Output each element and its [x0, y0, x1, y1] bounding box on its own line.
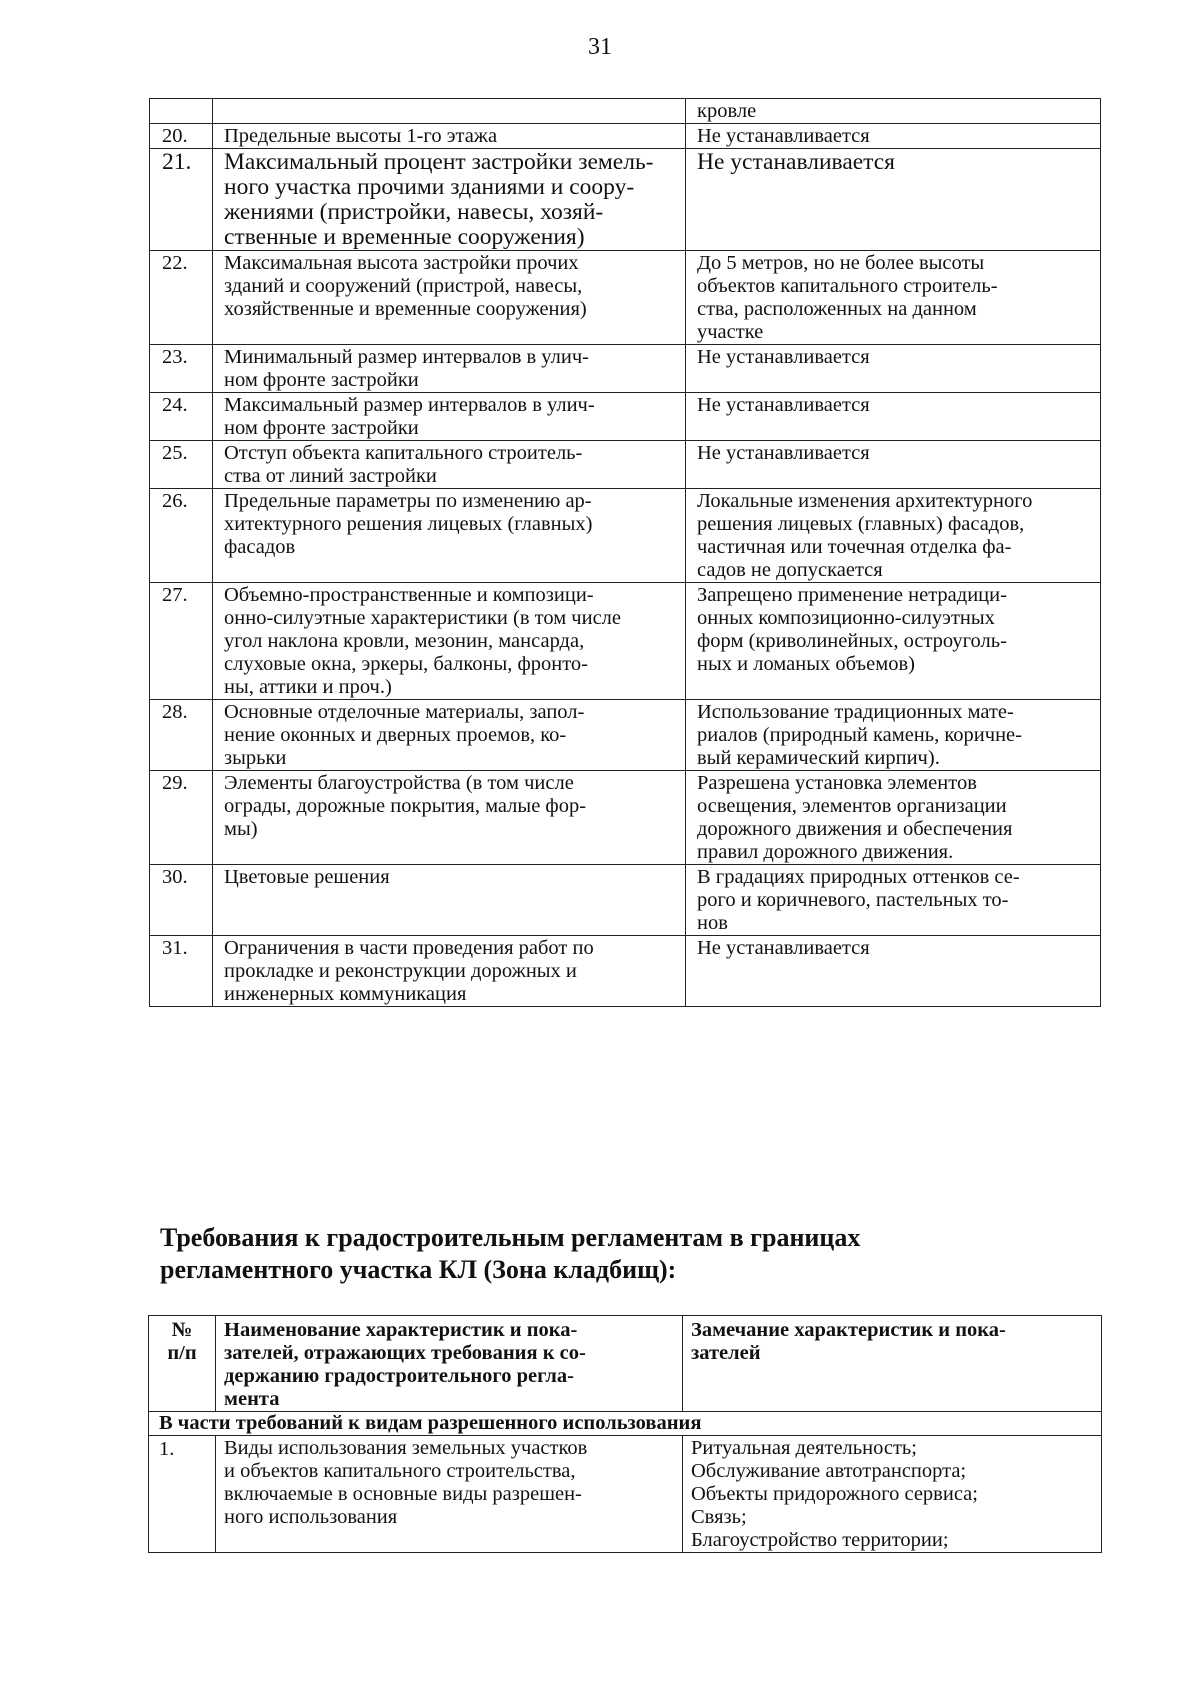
row-value-cell	[686, 345, 1101, 393]
row-name-line: Ограничения в части проведения работ по	[224, 937, 594, 959]
row-value-cell	[686, 149, 1101, 251]
row-value-line: Обслуживание автотранспорта;	[691, 1460, 967, 1482]
row-num-cell: 22.	[150, 251, 213, 345]
row-value-cell	[686, 124, 1101, 149]
row-name-line: ственные и временные сооружения)	[224, 224, 585, 250]
row-value-line: Не устанавливается	[697, 125, 870, 147]
row-value-cell	[686, 771, 1101, 865]
row-value-line: дорожного движения и обеспечения	[697, 818, 1013, 840]
row-value-line: садов не допускается	[697, 559, 883, 581]
row-num-cell: 27.	[150, 583, 213, 700]
row-value-line: Не устанавливается	[697, 442, 870, 464]
row-value-cell	[683, 1436, 1102, 1553]
table-row	[149, 1436, 1102, 1553]
row-name-line: ного использования	[224, 1506, 398, 1528]
row-name-line: зданий и сооружений (пристрой, навесы,	[224, 275, 583, 297]
table-row	[150, 441, 1101, 489]
row-name-cell	[213, 124, 686, 149]
row-name-line: Объемно-пространственные и композици-	[224, 584, 594, 606]
table-row	[150, 865, 1101, 936]
row-num-cell: 31.	[150, 936, 213, 1007]
row-name-line: включаемые в основные виды разрешен-	[224, 1483, 582, 1505]
row-name-cell	[213, 936, 686, 1007]
header-name-line: Наименование характеристик и пока-	[224, 1319, 578, 1341]
row-value-line: Использование традиционных мате-	[697, 701, 1014, 723]
regulations-table-continued	[149, 98, 1101, 1007]
table-row	[150, 393, 1101, 441]
row-value-line: Благоустройство территории;	[691, 1529, 949, 1551]
row-name-line: прокладке и реконструкции дорожных и	[224, 960, 577, 982]
section-label-cell: В части требований к видам разрешенного использования	[149, 1412, 1102, 1436]
row-name-cell	[213, 583, 686, 700]
header-name-line: мента	[224, 1388, 280, 1410]
row-value-cell	[686, 393, 1101, 441]
row-name-line: Минимальный размер интервалов в улич-	[224, 346, 589, 368]
row-value-line: Не устанавливается	[697, 394, 870, 416]
row-value-cell	[686, 99, 1101, 124]
section-heading	[160, 1222, 1110, 1286]
row-name-cell	[213, 771, 686, 865]
row-value-line: До 5 метров, но не более высоты	[697, 252, 985, 274]
cemetery-zone-table	[148, 1315, 1102, 1553]
row-name-cell	[213, 489, 686, 583]
row-value-cell	[686, 489, 1101, 583]
header-name-line: держанию градостроительного регла-	[224, 1365, 574, 1387]
table-row	[150, 771, 1101, 865]
row-name-line: и объектов капитального строительства,	[224, 1460, 576, 1482]
table-header-row	[149, 1316, 1102, 1412]
row-num-cell: 23.	[150, 345, 213, 393]
row-value-line: В градациях природных оттенков се-	[697, 866, 1020, 888]
row-value-line: кровле	[697, 100, 757, 122]
row-name-cell	[216, 1436, 683, 1553]
row-num-cell: 28.	[150, 700, 213, 771]
row-value-line: правил дорожного движения.	[697, 841, 954, 863]
table-row	[150, 489, 1101, 583]
row-name-line: Максимальный размер интервалов в улич-	[224, 394, 595, 416]
row-num-cell: 1.	[149, 1436, 216, 1553]
row-name-line: нение оконных и дверных проемов, ко-	[224, 724, 567, 746]
header-name-cell	[216, 1316, 683, 1412]
row-name-cell	[213, 251, 686, 345]
header-num-line: №	[171, 1319, 193, 1341]
table-row	[150, 583, 1101, 700]
row-name-line: зырьки	[224, 747, 287, 769]
page-number: 31	[588, 34, 612, 60]
row-value-line: риалов (природный камень, коричне-	[697, 724, 1022, 746]
row-num-cell	[150, 99, 213, 124]
row-name-line: угол наклона кровли, мезонин, мансарда,	[224, 630, 585, 652]
row-name-line: ства от линий застройки	[224, 465, 437, 487]
row-value-cell	[686, 865, 1101, 936]
row-num-cell: 30.	[150, 865, 213, 936]
row-num-cell: 20.	[150, 124, 213, 149]
row-name-line: Виды использования земельных участков	[224, 1437, 588, 1459]
row-name-cell	[213, 441, 686, 489]
row-name-line: Предельные высоты 1-го этажа	[224, 125, 498, 147]
row-value-line: ства, расположенных на данном	[697, 298, 977, 320]
header-num-line: п/п	[167, 1342, 197, 1364]
row-name-line: инженерных коммуникация	[224, 983, 467, 1005]
row-value-line: форм (криволинейных, остроуголь-	[697, 630, 1007, 652]
row-value-line: Локальные изменения архитектурного	[697, 490, 1033, 512]
table-row	[150, 345, 1101, 393]
row-value-line: объектов капитального строитель-	[697, 275, 998, 297]
row-value-line: вый керамический кирпич).	[697, 747, 940, 769]
table-section-row	[149, 1412, 1102, 1436]
table-row	[150, 700, 1101, 771]
row-value-line: решения лицевых (главных) фасадов,	[697, 513, 1025, 535]
row-value-line: нов	[697, 912, 728, 934]
row-value-line: участке	[697, 321, 764, 343]
row-name-line: фасадов	[224, 536, 296, 558]
row-name-cell	[213, 149, 686, 251]
row-name-line: ны, аттики и проч.)	[224, 676, 392, 698]
row-name-line: ограды, дорожные покрытия, малые фор-	[224, 795, 587, 817]
row-name-cell	[213, 865, 686, 936]
heading-line: Требования к градостроительным регламентам в границах	[160, 1223, 861, 1252]
row-name-line: слуховые окна, эркеры, балконы, фронто-	[224, 653, 588, 675]
row-name-cell	[213, 345, 686, 393]
row-name-cell	[213, 99, 686, 124]
row-value-line: частичная или точечная отделка фа-	[697, 536, 1012, 558]
row-num-cell: 24.	[150, 393, 213, 441]
row-value-line: Не устанавливается	[697, 149, 895, 175]
row-value-cell	[686, 583, 1101, 700]
header-num-cell	[149, 1316, 216, 1412]
row-name-line: ного участка прочими зданиями и соору-	[224, 174, 635, 200]
row-name-line: Отступ объекта капитального строитель-	[224, 442, 583, 464]
row-value-cell	[686, 441, 1101, 489]
header-value-line: Замечание характеристик и пока-	[691, 1319, 1006, 1341]
row-value-line: Разрешена установка элементов	[697, 772, 977, 794]
row-num-cell: 25.	[150, 441, 213, 489]
row-name-line: Предельные параметры по изменению ар-	[224, 490, 592, 512]
row-value-cell	[686, 700, 1101, 771]
table-row	[150, 936, 1101, 1007]
row-num-cell: 26.	[150, 489, 213, 583]
row-name-line: хитектурного решения лицевых (главных)	[224, 513, 593, 535]
row-value-line: Ритуальная деятельность;	[691, 1437, 917, 1459]
row-name-line: ном фронте застройки	[224, 369, 419, 391]
header-value-line: зателей	[691, 1342, 761, 1364]
heading-line: регламентного участка КЛ (Зона кладбищ):	[160, 1255, 677, 1284]
row-value-line: Объекты придорожного сервиса;	[691, 1483, 978, 1505]
row-name-line: онно-силуэтные характеристики (в том числе	[224, 607, 622, 629]
row-name-line: Основные отделочные материалы, запол-	[224, 701, 585, 723]
header-name-line: зателей, отражающих требования к со-	[224, 1342, 586, 1364]
row-name-line: мы)	[224, 818, 258, 840]
table-row	[150, 149, 1101, 251]
row-value-line: Не устанавливается	[697, 346, 870, 368]
row-value-line: ных и ломаных объемов)	[697, 653, 915, 675]
row-value-cell	[686, 251, 1101, 345]
header-value-cell	[683, 1316, 1102, 1412]
table-row	[150, 251, 1101, 345]
row-name-line: хозяйственные и временные сооружения)	[224, 298, 587, 320]
row-value-line: Связь;	[691, 1506, 747, 1528]
row-value-line: онных композиционно-силуэтных	[697, 607, 995, 629]
row-value-line: Запрещено применение нетрадици-	[697, 584, 1007, 606]
row-value-line: освещения, элементов организации	[697, 795, 1007, 817]
row-name-line: Цветовые решения	[224, 866, 390, 888]
row-name-line: ном фронте застройки	[224, 417, 419, 439]
row-num-cell: 21.	[150, 149, 213, 251]
row-value-line: рого и коричневого, пастельных то-	[697, 889, 1009, 911]
table-row	[150, 124, 1101, 149]
row-name-cell	[213, 393, 686, 441]
row-name-line: Элементы благоустройства (в том числе	[224, 772, 574, 794]
row-value-cell	[686, 936, 1101, 1007]
row-name-line: Максимальный процент застройки земель-	[224, 149, 654, 175]
row-name-line: жениями (пристройки, навесы, хозяй-	[224, 199, 604, 225]
row-name-line: Максимальная высота застройки прочих	[224, 252, 579, 274]
row-num-cell: 29.	[150, 771, 213, 865]
row-name-cell	[213, 700, 686, 771]
table-row	[150, 99, 1101, 124]
row-value-line: Не устанавливается	[697, 937, 870, 959]
